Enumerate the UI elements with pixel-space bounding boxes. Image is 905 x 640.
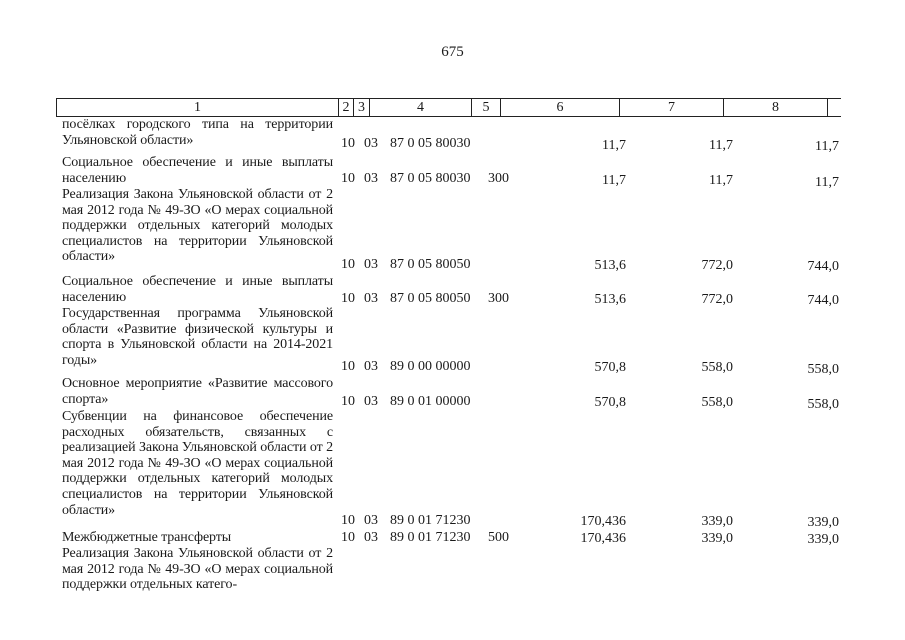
row-amount-8: 11,7 [815,175,839,190]
row-target-code: 89 0 01 71230 [390,513,471,528]
row-description: Социальное обеспечение и иные выплаты населению [62,155,333,186]
row-expense-type: 300 [488,291,509,306]
row-description: Государственная программа Ульяновской области «Развитие физической культуры и спорта в Ульяновской области на 2014-2021 годы» [62,306,333,368]
header-col-2: 2 [339,99,354,116]
row-target-code: 87 0 05 80050 [390,257,471,272]
row-amount-6: 570,8 [594,395,626,410]
row-section: 10 [341,257,355,272]
row-description: Реализация Закона Ульяновской области от 2 мая 2012 года № 49-ЗО «О мерах социальной поддержки отдельных категорий молодых специалистов на территории Ульяновской области» [62,187,333,265]
row-target-code: 89 0 01 71230 [390,530,471,545]
row-subsection: 03 [364,171,378,186]
row-amount-8: 339,0 [807,515,839,530]
row-amount-6: 170,436 [580,514,626,529]
row-section: 10 [341,394,355,409]
row-amount-8: 744,0 [807,259,839,274]
row-target-code: 87 0 05 80030 [390,136,471,151]
row-amount-7: 339,0 [701,514,733,529]
row-target-code: 87 0 05 80050 [390,291,471,306]
row-description: Социальное обеспечение и иные выплаты населению [62,274,333,305]
row-amount-8: 744,0 [807,293,839,308]
row-description: Межбюджетные трансферты [62,530,232,545]
row-expense-type: 300 [488,171,509,186]
header-col-8: 8 [724,99,828,116]
row-amount-7: 339,0 [701,531,733,546]
row-subsection: 03 [364,359,378,374]
header-col-7: 7 [620,99,724,116]
header-col-6: 6 [501,99,620,116]
row-amount-6: 513,6 [594,258,626,273]
row-target-code: 89 0 00 00000 [390,359,471,374]
row-amount-7: 772,0 [701,292,733,307]
header-col-3: 3 [354,99,370,116]
row-amount-6: 170,436 [580,531,626,546]
table-header [56,98,841,117]
row-subsection: 03 [364,291,378,306]
row-amount-7: 11,7 [709,173,733,188]
row-subsection: 03 [364,513,378,528]
row-amount-6: 570,8 [594,360,626,375]
row-amount-7: 11,7 [709,138,733,153]
row-amount-7: 558,0 [701,395,733,410]
row-target-code: 89 0 01 00000 [390,394,471,409]
page-number: 675 [441,44,464,60]
row-amount-6: 11,7 [602,138,626,153]
row-section: 10 [341,136,355,151]
row-section: 10 [341,291,355,306]
row-amount-7: 558,0 [701,360,733,375]
row-description: посёлках городского типа на территории Ульяновской области» [62,117,333,148]
row-description: Реализация Закона Ульяновской области от 2 мая 2012 года № 49-ЗО «О мерах социальной поддержки отдельных катего- [62,546,333,593]
header-col-4: 4 [370,99,472,116]
row-description: Основное мероприятие «Развитие массового спорта» [62,376,333,407]
row-section: 10 [341,513,355,528]
row-amount-8: 11,7 [815,139,839,154]
row-amount-8: 339,0 [807,532,839,547]
row-subsection: 03 [364,257,378,272]
row-target-code: 87 0 05 80030 [390,171,471,186]
row-subsection: 03 [364,136,378,151]
row-amount-8: 558,0 [807,397,839,412]
row-subsection: 03 [364,394,378,409]
row-amount-8: 558,0 [807,362,839,377]
row-description: Субвенции на финансовое обеспечение расходных обязательств, связанных с реализацией Закона Ульяновской области от 2 мая 2012 года № 49-ЗО «О мерах социальной поддержки отдельных категорий молодых специалистов на территории Ульяновской области» [62,409,333,518]
header-col-1: 1 [57,99,339,116]
row-subsection: 03 [364,530,378,545]
row-section: 10 [341,171,355,186]
row-section: 10 [341,359,355,374]
row-section: 10 [341,530,355,545]
header-col-5: 5 [472,99,501,116]
row-amount-6: 513,6 [594,292,626,307]
row-amount-7: 772,0 [701,258,733,273]
row-expense-type: 500 [488,530,509,545]
row-amount-6: 11,7 [602,173,626,188]
